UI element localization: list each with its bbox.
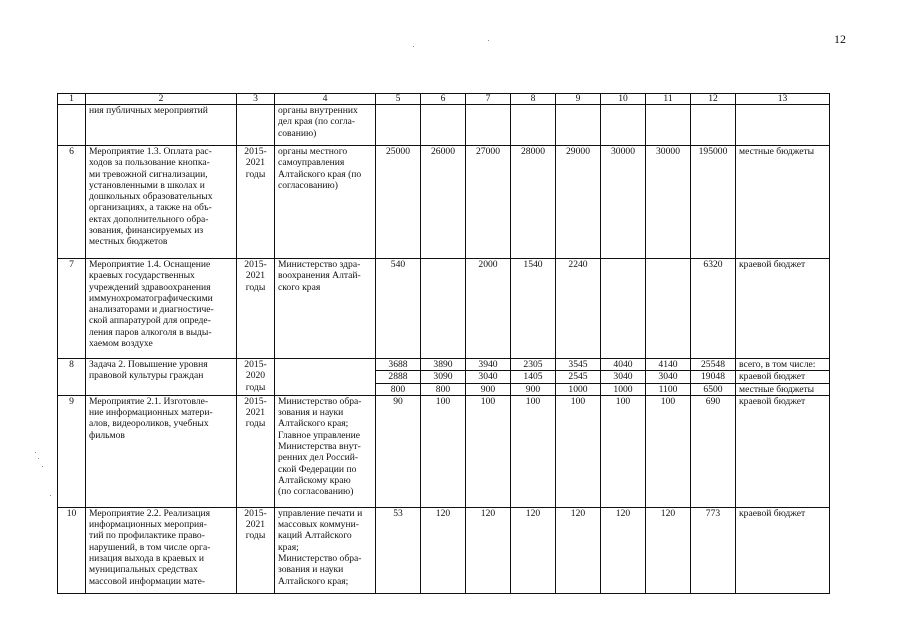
amount-y6: 100	[601, 395, 646, 507]
column-number-4: 4	[275, 94, 376, 105]
amount-y5: 2240	[556, 259, 601, 359]
amount-y6: 4040	[601, 359, 646, 371]
amount-y2: 120	[421, 507, 466, 593]
table-row	[58, 105, 830, 146]
period: 2015- 2021 годы	[237, 259, 275, 359]
measure-name: Задача 2. Повышение уровня правовой культуры граждан	[86, 359, 237, 396]
amount-y1: 2888	[376, 371, 421, 383]
row-number: 8	[58, 359, 86, 396]
executor: Министерство обра- зования и науки Алтайского края; Главное управление Министерства внут- ренних дел Россий- ской Федерации по Алтайскому краю (по согласованию)	[275, 395, 376, 507]
amount-y6: 3040	[601, 371, 646, 383]
amount-y6: 120	[601, 507, 646, 593]
amount-y6	[601, 105, 646, 146]
amount-y1: 90	[376, 395, 421, 507]
row-number: 9	[58, 395, 86, 507]
amount-y2	[421, 105, 466, 146]
column-number-10: 10	[601, 94, 646, 105]
measure-name: ния публичных мероприятий	[86, 105, 237, 146]
measure-name: Мероприятие 1.4. Оснащение краевых государственных учреждений здравоохранения иммунохроматографическими анализаторами и диагностиче- ской аппаратурой для опреде- ления паров алкоголя в выды- хаемом воздухе	[86, 259, 237, 359]
executor: Министерство здра- воохранения Алтай- ского края	[275, 259, 376, 359]
period: 2015- 2021 годы	[237, 395, 275, 507]
measure-name: Мероприятие 1.3. Оплата рас- ходов за пользование кнопка- ми тревожной сигнализации, установленными в школах и дошкольных образовательных организациях, а также на объ- ектах дополнительного обра- зования, финансируемых из местных бюджетов	[86, 146, 237, 259]
page-number: 12	[834, 32, 846, 46]
funding-source: краевой бюджет	[736, 507, 830, 593]
amount-total	[691, 105, 736, 146]
column-number-12: 12	[691, 94, 736, 105]
amount-y2	[421, 259, 466, 359]
amount-y5: 1000	[556, 383, 601, 395]
amount-y3: 27000	[466, 146, 511, 259]
amount-y2: 26000	[421, 146, 466, 259]
column-number-row	[58, 94, 830, 105]
period: 2015- 2021 годы	[237, 146, 275, 259]
amount-y4: 1405	[511, 371, 556, 383]
column-number-1: 1	[58, 94, 86, 105]
amount-y5: 2545	[556, 371, 601, 383]
amount-y1: 540	[376, 259, 421, 359]
amount-y6: 30000	[601, 146, 646, 259]
amount-y3: 3040	[466, 371, 511, 383]
amount-y7: 1100	[646, 383, 691, 395]
table-row	[58, 395, 830, 507]
row-number: 6	[58, 146, 86, 259]
amount-y2: 800	[421, 383, 466, 395]
amount-y7	[646, 259, 691, 359]
amount-y5	[556, 105, 601, 146]
column-number-9: 9	[556, 94, 601, 105]
amount-y3	[466, 105, 511, 146]
amount-y7	[646, 105, 691, 146]
amount-total: 6500	[691, 383, 736, 395]
amount-y2: 100	[421, 395, 466, 507]
table-row	[58, 146, 830, 259]
amount-y5: 29000	[556, 146, 601, 259]
amount-y4: 2305	[511, 359, 556, 371]
table-row	[58, 359, 830, 371]
amount-total: 195000	[691, 146, 736, 259]
amount-y7: 4140	[646, 359, 691, 371]
amount-y3: 100	[466, 395, 511, 507]
amount-y3: 2000	[466, 259, 511, 359]
amount-y3: 3940	[466, 359, 511, 371]
amount-total: 6320	[691, 259, 736, 359]
executor: управление печати и массовых коммуни- каций Алтайского края; Министерство обра- зования и науки Алтайского края;	[275, 507, 376, 593]
amount-y2: 3090	[421, 371, 466, 383]
executor	[275, 359, 376, 396]
measure-name: Мероприятие 2.1. Изготовле- ние информационных матери- алов, видеороликов, учебных фильмов	[86, 395, 237, 507]
column-number-2: 2	[86, 94, 237, 105]
amount-y3: 120	[466, 507, 511, 593]
measure-name: Мероприятие 2.2. Реализация информационных мероприя- тий по профилактике право- нарушений, в том числе орга- низация выхода в краевых и муниципальных средствах массовой информации мате-	[86, 507, 237, 593]
funding-source: местные бюджеты	[736, 146, 830, 259]
amount-y6: 1000	[601, 383, 646, 395]
amount-y1: 800	[376, 383, 421, 395]
funding-source: краевой бюджет	[736, 395, 830, 507]
period: 2015- 2021 годы	[237, 507, 275, 593]
funding-source	[736, 105, 830, 146]
period	[237, 105, 275, 146]
amount-y3: 900	[466, 383, 511, 395]
amount-y1	[376, 105, 421, 146]
amount-y4: 28000	[511, 146, 556, 259]
column-number-3: 3	[237, 94, 275, 105]
amount-y7: 3040	[646, 371, 691, 383]
column-number-8: 8	[511, 94, 556, 105]
column-number-7: 7	[466, 94, 511, 105]
amount-y1: 53	[376, 507, 421, 593]
amount-y5: 100	[556, 395, 601, 507]
column-number-5: 5	[376, 94, 421, 105]
amount-y6	[601, 259, 646, 359]
row-number: 10	[58, 507, 86, 593]
funding-source: местные бюджеты	[736, 383, 830, 395]
table-row	[58, 507, 830, 593]
amount-total: 19048	[691, 371, 736, 383]
amount-total: 25548	[691, 359, 736, 371]
amount-y5: 120	[556, 507, 601, 593]
executor: органы внутренних дел края (по согла- сованию)	[275, 105, 376, 146]
amount-y7: 30000	[646, 146, 691, 259]
executor: органы местного самоуправления Алтайского края (по согласованию)	[275, 146, 376, 259]
amount-y7: 120	[646, 507, 691, 593]
column-number-13: 13	[736, 94, 830, 105]
amount-total: 690	[691, 395, 736, 507]
amount-y4	[511, 105, 556, 146]
funding-source: краевой бюджет	[736, 259, 830, 359]
program-table	[57, 93, 830, 594]
column-number-11: 11	[646, 94, 691, 105]
table-row	[58, 259, 830, 359]
amount-y5: 3545	[556, 359, 601, 371]
amount-total: 773	[691, 507, 736, 593]
column-number-6: 6	[421, 94, 466, 105]
amount-y1: 3688	[376, 359, 421, 371]
amount-y4: 100	[511, 395, 556, 507]
amount-y1: 25000	[376, 146, 421, 259]
amount-y2: 3890	[421, 359, 466, 371]
row-number	[58, 105, 86, 146]
period: 2015- 2020 годы	[237, 359, 275, 396]
funding-source: всего, в том числе:	[736, 359, 830, 371]
amount-y4: 1540	[511, 259, 556, 359]
funding-source: краевой бюджет	[736, 371, 830, 383]
row-number: 7	[58, 259, 86, 359]
amount-y4: 900	[511, 383, 556, 395]
amount-y7: 100	[646, 395, 691, 507]
amount-y4: 120	[511, 507, 556, 593]
